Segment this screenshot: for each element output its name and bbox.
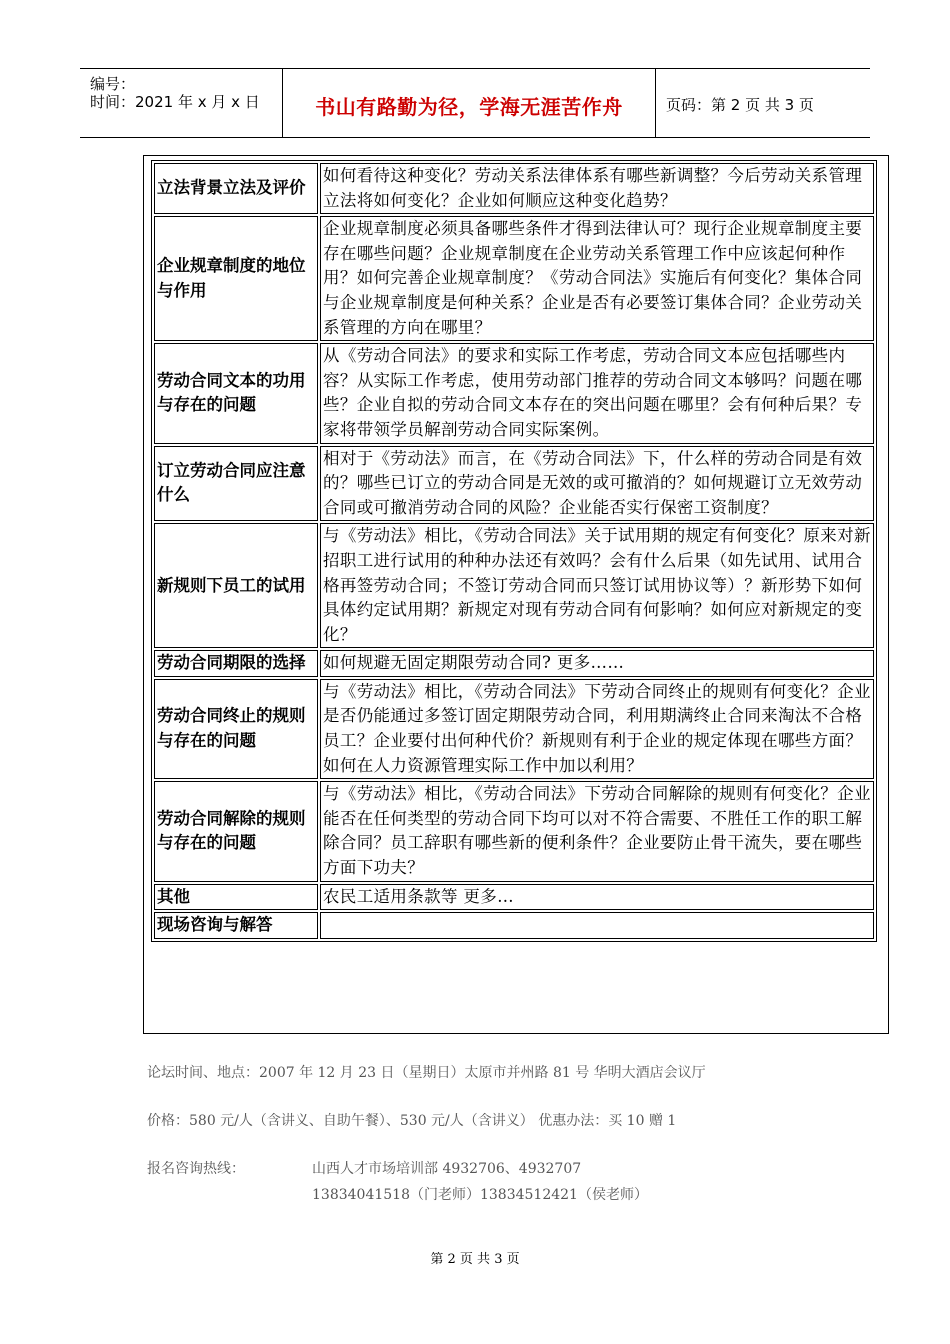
- document-time-label: 时间：2021 年 x 月 x 日: [90, 93, 260, 111]
- forum-info: 论坛时间、地点：2007 年 12 月 23 日（星期日）太原市并州路 81 号 华明大酒店会议厅: [147, 1065, 706, 1081]
- topic-cell: 新规则下员工的试用: [154, 523, 318, 648]
- course-topics-table: [151, 160, 877, 942]
- header-motto: 书山有路勤为径，学海无涯苦作舟: [315, 95, 623, 119]
- content-cell: [320, 912, 874, 939]
- table-row: [154, 216, 874, 341]
- page-header: [80, 68, 870, 138]
- topic-cell: 劳动合同文本的功用与存在的问题: [154, 343, 318, 443]
- page-footer: 第 2 页 共 3 页: [430, 1252, 520, 1267]
- table-row: [154, 884, 874, 911]
- content-cell: 企业规章制度必须具备哪些条件才得到法律认可？现行企业规章制度主要存在哪些问题？企业规章制度在企业劳动关系管理工作中应该起何种作用？如何完善企业规章制度？《劳动合同法》实施后有何变化？集体合同与企业规章制度是何种关系？企业是否有必要签订集体合同？企业劳动关系管理的方向在哪里？: [320, 216, 874, 341]
- price-info: 价格：580 元/人（含讲义、自助午餐）、530 元/人（含讲义） 优惠办法：买 10 赠 1: [147, 1113, 677, 1129]
- topic-cell: 劳动合同期限的选择: [154, 650, 318, 677]
- topic-cell: 现场咨询与解答: [154, 912, 318, 939]
- header-motto-cell: [283, 69, 656, 137]
- topic-cell: 企业规章制度的地位与作用: [154, 216, 318, 341]
- hotline-line-2: 13834041518（门老师）13834512421（侯老师）: [312, 1187, 648, 1203]
- header-page-cell: [656, 69, 870, 137]
- content-cell: 与《劳动法》相比，《劳动合同法》下劳动合同终止的规则有何变化？企业是否仍能通过多签订固定期限劳动合同，利用期满终止合同来淘汰不合格员工？企业要付出何种代价？新规则有利于企业的规定体现在哪些方面？如何在人力资源管理实际工作中加以利用？: [320, 679, 874, 779]
- topic-cell: 立法背景立法及评价: [154, 163, 318, 214]
- content-cell: 从《劳动合同法》的要求和实际工作考虑，劳动合同文本应包括哪些内容？从实际工作考虑，使用劳动部门推荐的劳动合同文本够吗？问题在哪些？企业自拟的劳动合同文本存在的突出问题在哪里？会有何种后果？专家将带领学员解剖劳动合同实际案例。: [320, 343, 874, 443]
- topic-cell: 其他: [154, 884, 318, 911]
- table-row: [154, 163, 874, 214]
- course-topics-body: [154, 163, 874, 939]
- content-cell: 如何规避无固定期限劳动合同? 更多……: [320, 650, 874, 677]
- header-meta-cell: [80, 69, 283, 137]
- hotline-label: 报名咨询热线：: [147, 1161, 245, 1177]
- table-row: [154, 912, 874, 939]
- table-row: [154, 679, 874, 779]
- content-cell: 如何看待这种变化？劳动关系法律体系有哪些新调整？今后劳动关系管理立法将如何变化？企业如何顺应这种变化趋势？: [320, 163, 874, 214]
- header-page-number: 页码：第 2 页 共 3 页: [666, 96, 814, 114]
- table-row: [154, 781, 874, 881]
- table-row: [154, 650, 874, 677]
- document-number-label: 编号：: [90, 75, 136, 93]
- topic-cell: 订立劳动合同应注意什么: [154, 446, 318, 522]
- content-cell: 与《劳动法》相比，《劳动合同法》关于试用期的规定有何变化？原来对新招职工进行试用的种种办法还有效吗？会有什么后果（如先试用、试用合格再签劳动合同；不签订劳动合同而只签订试用协议等）？新形势下如何具体约定试用期？新规定对现有劳动合同有何影响？如何应对新规定的变化？: [320, 523, 874, 648]
- content-cell: 与《劳动法》相比，《劳动合同法》下劳动合同解除的规则有何变化？企业能否在任何类型的劳动合同下均可以对不符合需要、不胜任工作的职工解除合同？员工辞职有哪些新的便利条件？企业要防止骨干流失，要在哪些方面下功夫？: [320, 781, 874, 881]
- topic-cell: 劳动合同终止的规则与存在的问题: [154, 679, 318, 779]
- topic-cell: 劳动合同解除的规则与存在的问题: [154, 781, 318, 881]
- table-row: [154, 446, 874, 522]
- content-cell: 相对于《劳动法》而言，在《劳动合同法》下，什么样的劳动合同是有效的？哪些已订立的劳动合同是无效的或可撤消的？如何规避订立无效劳动合同或可撤消劳动合同的风险？企业能否实行保密工资制度？: [320, 446, 874, 522]
- table-row: [154, 343, 874, 443]
- table-row: [154, 523, 874, 648]
- hotline-line-1: 山西人才市场培训部 4932706、4932707: [312, 1161, 582, 1177]
- content-cell: 农民工适用条款等 更多…: [320, 884, 874, 911]
